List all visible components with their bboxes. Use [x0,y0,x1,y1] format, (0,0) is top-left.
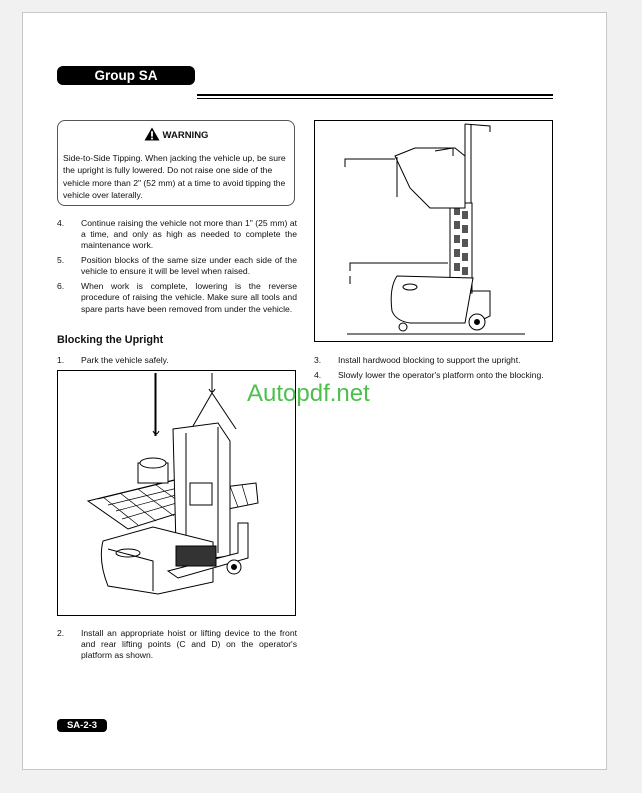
step-text: Continue raising the vehicle not more than 1" (25 mm) at a time, and only as high as needed to complete the maintenance work. [81,218,297,251]
warning-triangle-icon [144,127,160,141]
step-item [57,255,297,277]
group-title-banner: Group SA [57,66,195,85]
step-number: 4. [314,369,322,380]
step-text: Slowly lower the operator's platform onto the blocking. [338,369,544,380]
step-number: 4. [57,218,65,228]
step-number: 3. [314,355,322,365]
steps-bottom-left-list [57,628,297,665]
section-heading: Blocking the Upright [57,334,164,346]
blocking-figure [314,120,553,342]
step-item [57,281,297,315]
step-number: 1. [57,355,65,365]
warning-heading [58,127,294,143]
step-number: 2. [57,628,65,638]
step-text: Position blocks of the same size under each side of the vehicle to ensure it will be level when raised. [81,255,297,277]
warning-box [57,120,295,206]
step-text: Install hardwood blocking to support the upright. [338,355,521,365]
warning-title: WARNING [162,130,209,141]
step-item [57,628,297,662]
watermark-text: Autopdf.net [247,380,370,407]
warning-text: Side-to-Side Tipping. When jacking the vehicle up, be sure the upright is fully lowered. Do not raise one side of the vehicle more than 2" (52 mm) at a time to avoid tipping the vehicle over laterally. [63,153,286,200]
step-text: When work is complete, lowering is the reverse procedure of raising the vehicle. Make sure all tools and spare parts have been removed from under the vehicle. [81,281,297,314]
step-item [57,218,297,252]
header-rule [197,94,553,99]
upright-blocking-illustration [315,121,552,341]
page-number-badge: SA-2-3 [57,719,107,732]
step-number: 5. [57,255,65,266]
steps-top-list [57,218,297,318]
step-text: Park the vehicle safely. [81,355,169,365]
steps-blocking-list [57,355,297,370]
step-item [57,355,297,366]
step-item [314,355,559,366]
step-number: 6. [57,281,65,292]
step-text: Install an appropriate hoist or lifting device to the front and rear lifting points (C and D) on the operator's platform as shown. [81,628,297,661]
